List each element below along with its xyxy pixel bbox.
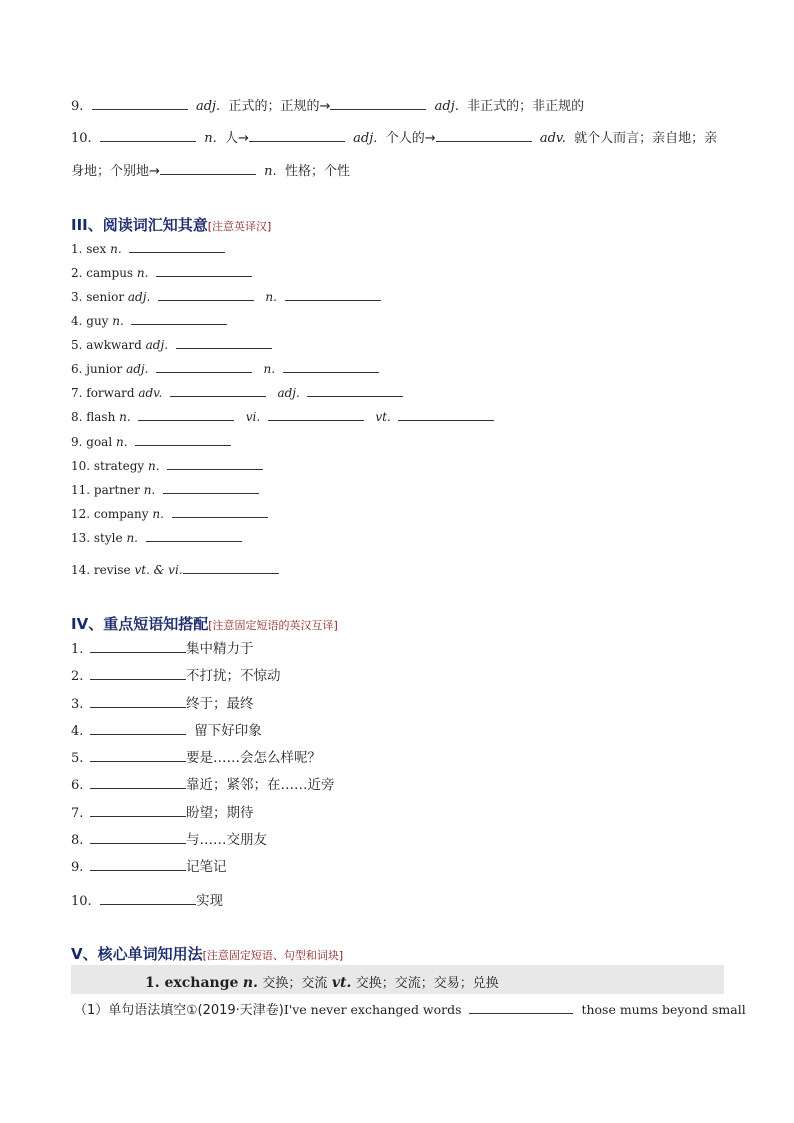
entry-highlight-box <box>71 965 724 994</box>
answer-blank[interactable] <box>90 639 186 653</box>
answer-blank[interactable] <box>283 359 379 373</box>
grammar-question-1: （1）单句语法填空①(2019·天津卷)I've never exchanged words those mums beyond small <box>74 1002 746 1018</box>
answer-blank[interactable] <box>176 335 272 349</box>
exchange-entry: 1. exchange n. 交换；交流 vt. 交换；交流；交易；兑换 <box>145 975 499 991</box>
phrase-item-9: 9. 记笔记 <box>71 859 227 875</box>
answer-blank[interactable] <box>90 721 186 735</box>
reading-item-8: 8. flash n. vi. vt. <box>71 407 494 424</box>
answer-blank[interactable] <box>90 830 186 844</box>
answer-blank[interactable] <box>90 857 186 871</box>
answer-blank[interactable] <box>146 528 242 542</box>
reading-item-2: 2. campus n. <box>71 263 252 280</box>
answer-blank[interactable] <box>398 407 494 421</box>
answer-blank[interactable] <box>163 480 259 494</box>
vocab-item-10: 10. n. 人→ adj. 个人的→ adv. 就个人而言；亲自地；亲身地；个别地→ n. 性格；个性 <box>71 122 724 188</box>
phrase-item-5: 5. 要是……会怎么样呢？ <box>71 750 321 766</box>
reading-item-12: 12. company n. <box>71 504 268 521</box>
section-4-heading: IV、重点短语知搭配[注意固定短语的英汉互译] <box>71 615 338 633</box>
answer-blank[interactable] <box>436 128 532 142</box>
phrase-item-3: 3. 终于；最终 <box>71 696 254 712</box>
answer-blank[interactable] <box>330 96 426 110</box>
answer-blank[interactable] <box>100 891 196 905</box>
answer-blank[interactable] <box>172 504 268 518</box>
section-5-heading: V、核心单词知用法[注意固定短语、句型和词块] <box>71 945 344 963</box>
phrase-item-8: 8. 与……交朋友 <box>71 832 267 848</box>
answer-blank[interactable] <box>170 383 266 397</box>
answer-blank[interactable] <box>90 694 186 708</box>
phrase-item-10: 10. 实现 <box>71 893 223 909</box>
phrase-item-2: 2. 不打扰；不惊动 <box>71 668 281 684</box>
answer-blank[interactable] <box>135 432 231 446</box>
answer-blank[interactable] <box>156 263 252 277</box>
answer-blank[interactable] <box>90 803 186 817</box>
reading-item-1: 1. sex n. <box>71 239 225 256</box>
reading-item-6: 6. junior adj. n. <box>71 359 379 376</box>
answer-blank[interactable] <box>90 775 186 789</box>
reading-item-14: 14. revise vt. & vi. <box>71 560 279 577</box>
reading-item-10: 10. strategy n. <box>71 456 263 473</box>
reading-item-13: 13. style n. <box>71 528 242 545</box>
section-3-heading: III、阅读词汇知其意[注意英译汉] <box>71 216 272 234</box>
answer-blank[interactable] <box>92 96 188 110</box>
answer-blank[interactable] <box>249 128 345 142</box>
reading-item-4: 4. guy n. <box>71 311 227 328</box>
reading-item-9: 9. goal n. <box>71 432 231 449</box>
answer-blank[interactable] <box>90 666 186 680</box>
phrase-item-6: 6. 靠近；紧邻；在……近旁 <box>71 777 335 793</box>
phrase-item-4: 4. 留下好印象 <box>71 723 262 739</box>
answer-blank[interactable] <box>90 748 186 762</box>
vocab-item-9: 9. adj. 正式的；正规的→ adj. 非正式的；非正规的 <box>71 96 584 116</box>
reading-item-7: 7. forward adv. adj. <box>71 383 403 400</box>
answer-blank[interactable] <box>158 287 254 301</box>
answer-blank[interactable] <box>469 1000 573 1014</box>
answer-blank[interactable] <box>307 383 403 397</box>
reading-item-11: 11. partner n. <box>71 480 259 497</box>
answer-blank[interactable] <box>183 560 279 574</box>
answer-blank[interactable] <box>138 407 234 421</box>
answer-blank[interactable] <box>131 311 227 325</box>
answer-blank[interactable] <box>160 161 256 175</box>
answer-blank[interactable] <box>285 287 381 301</box>
reading-item-3: 3. senior adj. n. <box>71 287 381 304</box>
answer-blank[interactable] <box>156 359 252 373</box>
phrase-item-1: 1. 集中精力于 <box>71 641 254 657</box>
phrase-item-7: 7. 盼望；期待 <box>71 805 254 821</box>
answer-blank[interactable] <box>129 239 225 253</box>
answer-blank[interactable] <box>167 456 263 470</box>
reading-item-5: 5. awkward adj. <box>71 335 272 352</box>
answer-blank[interactable] <box>268 407 364 421</box>
answer-blank[interactable] <box>100 128 196 142</box>
